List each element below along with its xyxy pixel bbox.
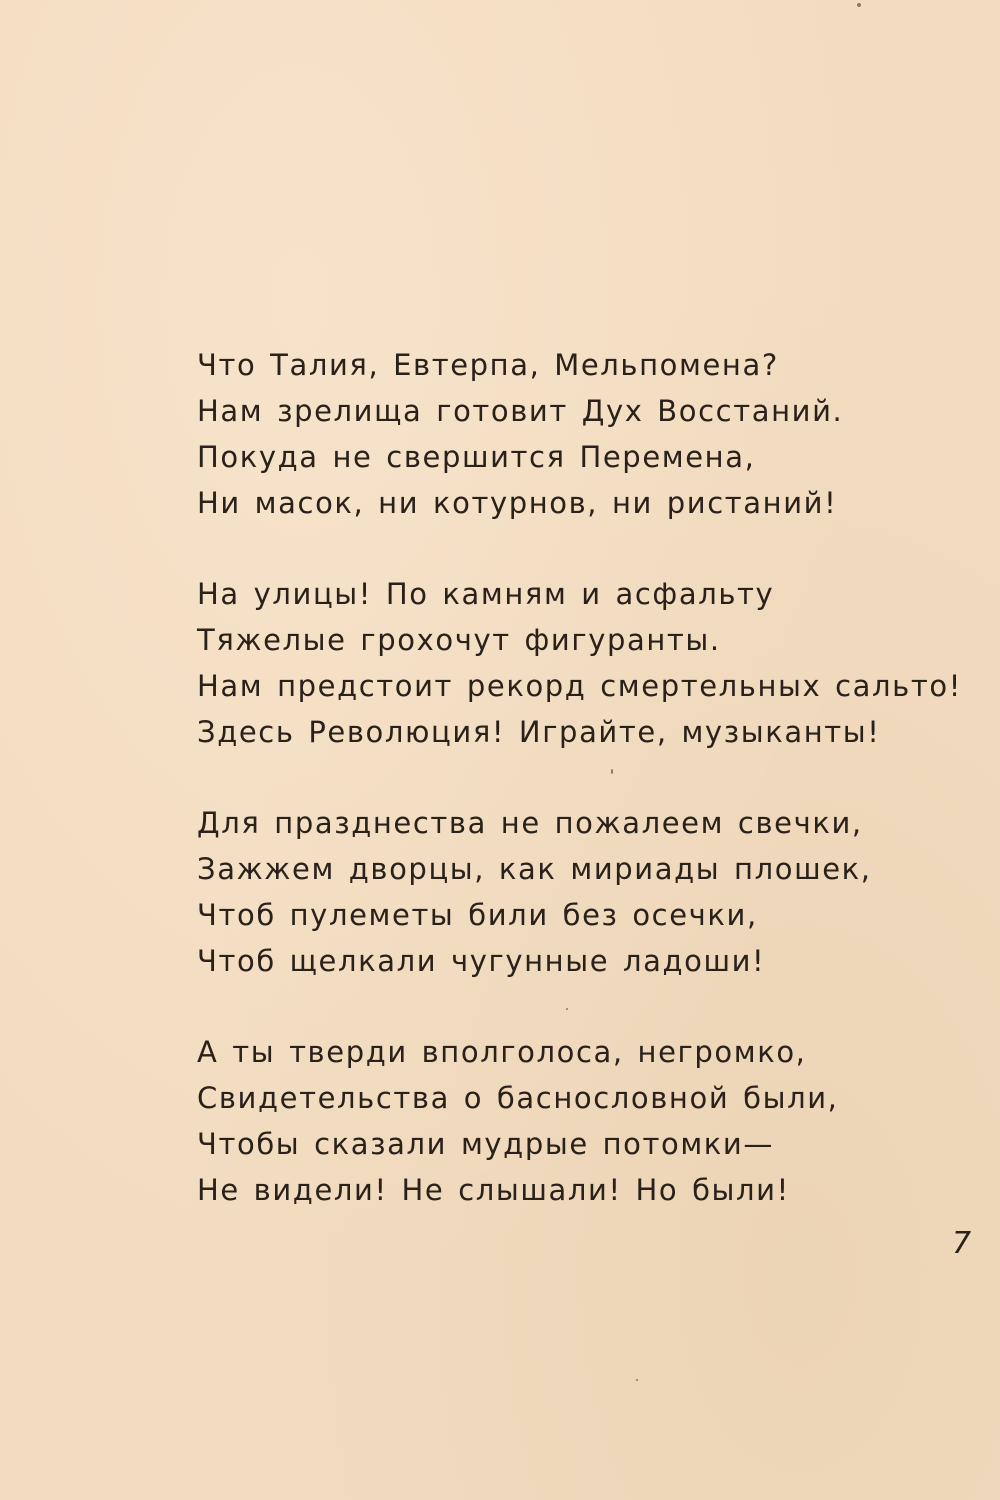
stanza-4 [197, 1029, 957, 1213]
poem-line: Не видели! Не слышали! Но были! [197, 1173, 790, 1207]
poem-line: Ни масок, ни котурнов, ни ристаний! [197, 486, 838, 520]
stanza-2 [197, 571, 962, 755]
poem [197, 342, 962, 1258]
poem-line: Что Талия, Евтерпа, Мельпомена? [197, 348, 779, 382]
poem-line: Зажжем дворцы, как мириады плошек, [197, 852, 872, 886]
page-number: 7 [952, 1226, 972, 1261]
poem-line: Свидетельства о баснословной были, [197, 1081, 839, 1115]
poem-line: Для празднества не пожалеем свечки, [197, 806, 863, 840]
poem-line: Тяжелые грохочут фигуранты. [197, 623, 721, 657]
stanza-3 [197, 800, 957, 984]
poem-line: Чтоб щелкали чугунные ладоши! [197, 944, 766, 978]
poem-line: Чтобы сказали мудрые потомки— [197, 1127, 774, 1161]
poem-line: Покуда не свершится Перемена, [197, 440, 756, 474]
poem-line: Здесь Революция! Играйте, музыканты! [197, 715, 881, 749]
poem-line: Чтоб пулеметы били без осечки, [197, 898, 758, 932]
poem-line: А ты тверди вполголоса, негромко, [197, 1035, 807, 1069]
stanza-1 [197, 342, 957, 526]
poem-line: Нам зрелища готовит Дух Восстаний. [197, 394, 844, 428]
poem-line: Нам предстоит рекорд смертельных сальто! [197, 669, 962, 703]
poem-line: На улицы! По камням и асфальту [197, 577, 775, 611]
paper-speck [636, 1379, 638, 1381]
paper-speck [857, 3, 861, 7]
paper-speck [611, 769, 613, 774]
paper-speck [566, 1008, 568, 1010]
